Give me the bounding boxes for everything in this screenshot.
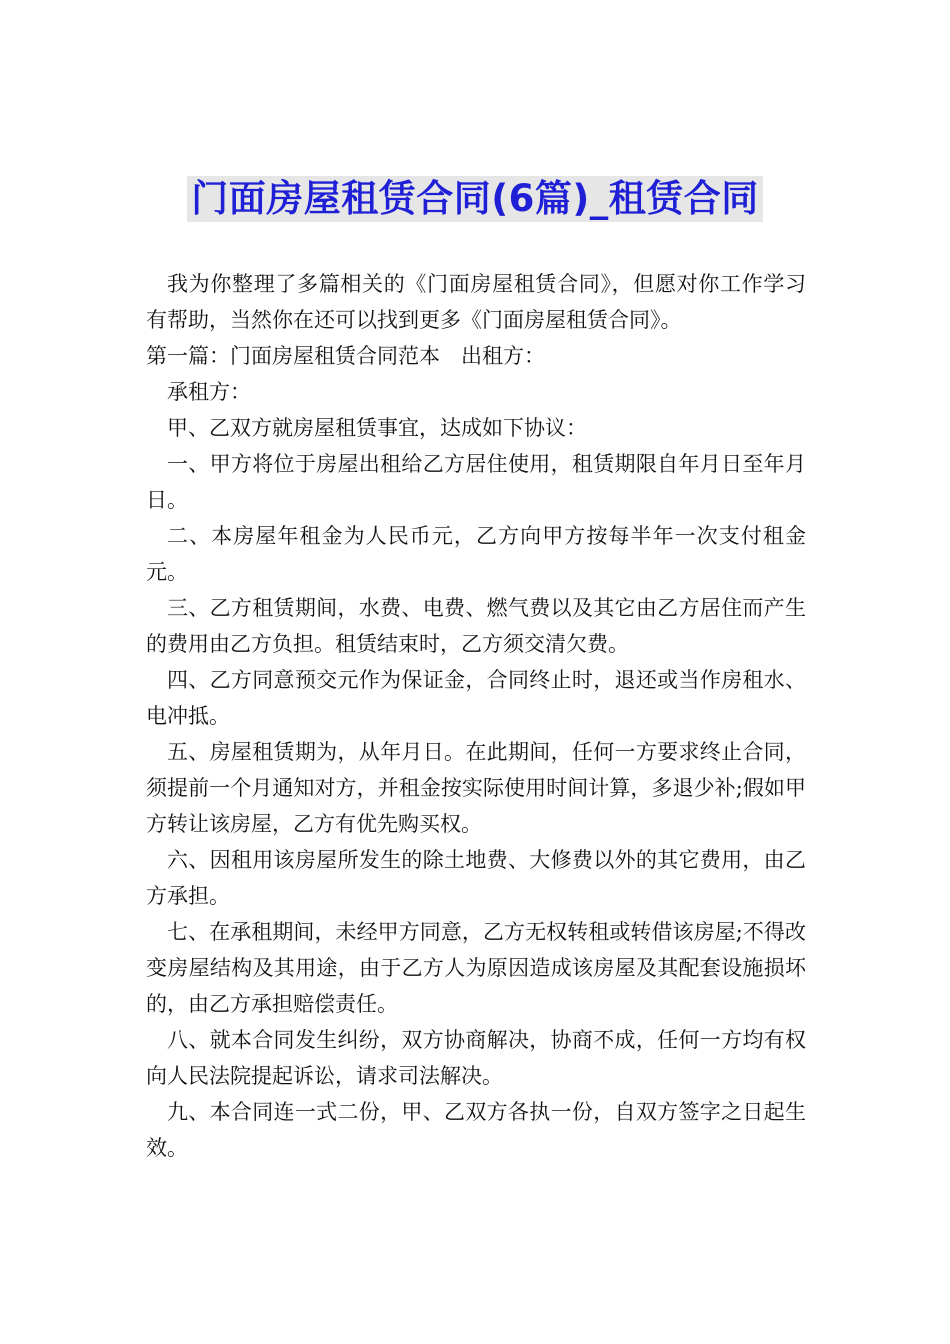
document-body <box>146 266 806 1166</box>
clause-5-paragraph: 五、房屋租赁期为，从年月日。在此期间，任何一方要求终止合同，须提前一个月通知对方，并租金按实际使用时间计算，多退少补;假如甲方转让该房屋，乙方有优先购买权。 <box>146 740 806 836</box>
title-container <box>0 176 950 222</box>
lessee-paragraph: 承租方： <box>167 380 251 404</box>
agreement-paragraph: 甲、乙双方就房屋租赁事宜，达成如下协议： <box>167 416 587 440</box>
clause-3-paragraph: 三、乙方租赁期间，水费、电费、燃气费以及其它由乙方居住而产生的费用由乙方负担。租赁结束时，乙方须交清欠费。 <box>146 596 806 656</box>
clause-1-paragraph: 一、甲方将位于房屋出租给乙方居住使用，租赁期限自年月日至年月日。 <box>146 452 806 512</box>
clause-8-paragraph: 八、就本合同发生纠纷，双方协商解决，协商不成，任何一方均有权向人民法院提起诉讼，请求司法解决。 <box>146 1028 806 1088</box>
section-heading-paragraph: 第一篇：门面房屋租赁合同范本 出租方： <box>146 344 545 368</box>
clause-9-paragraph: 九、本合同连一式二份，甲、乙双方各执一份，自双方签字之日起生效。 <box>146 1100 806 1160</box>
document-title: 门面房屋租赁合同(6篇)_租赁合同 <box>187 176 763 222</box>
clause-6-paragraph: 六、因租用该房屋所发生的除土地费、大修费以外的其它费用，由乙方承担。 <box>146 848 806 908</box>
clause-4-paragraph: 四、乙方同意预交元作为保证金，合同终止时，退还或当作房租水、电冲抵。 <box>146 668 806 728</box>
clause-7-paragraph: 七、在承租期间，未经甲方同意，乙方无权转租或转借该房屋;不得改变房屋结构及其用途，由于乙方人为原因造成该房屋及其配套设施损坏的，由乙方承担赔偿责任。 <box>146 920 806 1016</box>
intro-paragraph: 我为你整理了多篇相关的《门面房屋租赁合同》，但愿对你工作学习有帮助，当然你在还可以找到更多《门面房屋租赁合同》。 <box>146 272 806 332</box>
clause-2-paragraph: 二、本房屋年租金为人民币元，乙方向甲方按每半年一次支付租金元。 <box>146 524 806 584</box>
